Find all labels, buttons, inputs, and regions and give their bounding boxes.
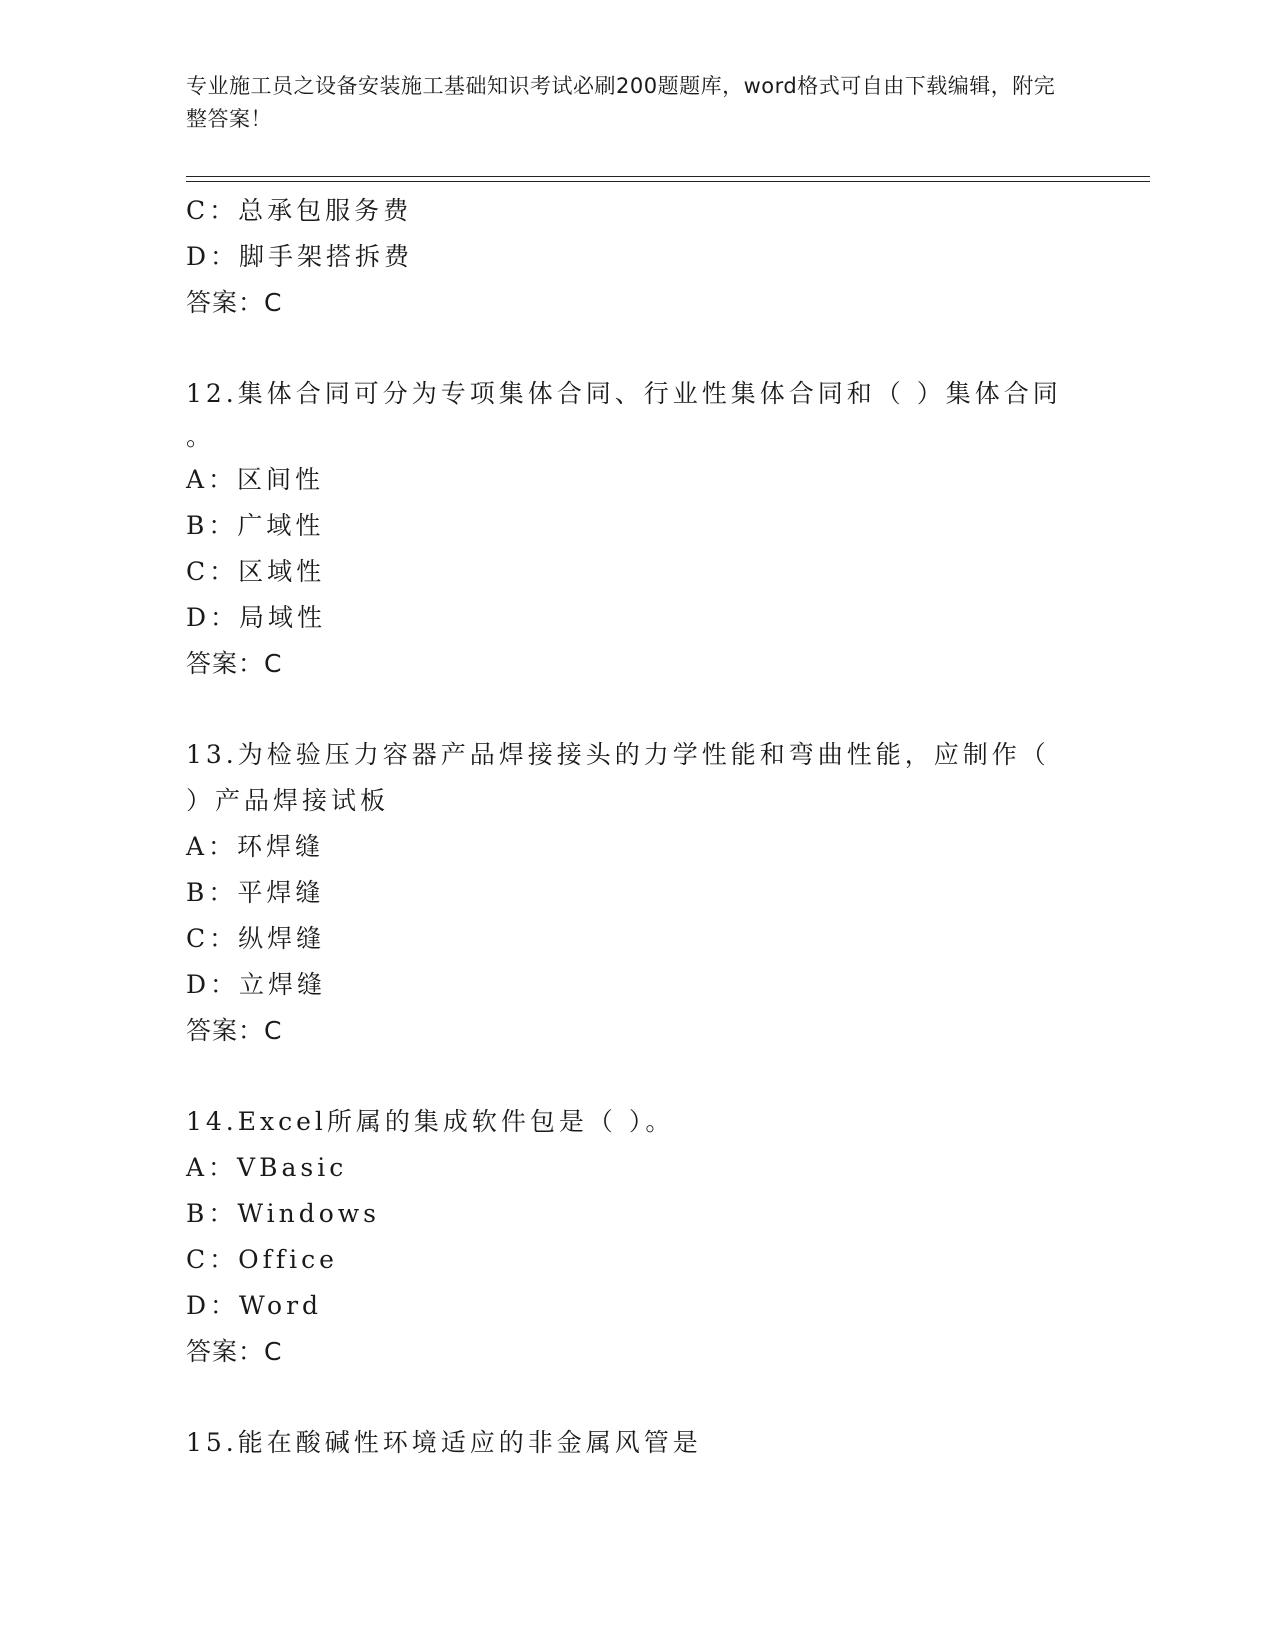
- q13-option-a: A：环焊缝: [186, 832, 325, 861]
- q13-option-b: B：平焊缝: [186, 878, 325, 907]
- q14-option-a: A：VBasic: [186, 1153, 348, 1182]
- header-rule-bottom: [186, 181, 1150, 182]
- q11-answer: 答案：C: [186, 288, 283, 317]
- q14-answer: 答案：C: [186, 1337, 283, 1366]
- q13-stem-line1: 13.为检验压力容器产品焊接接头的力学性能和弯曲性能，应制作（: [186, 740, 1050, 769]
- q13-answer: 答案：C: [186, 1016, 283, 1045]
- q12-option-a: A：区间性: [186, 465, 325, 494]
- header-rule-top: [186, 176, 1150, 177]
- q12-option-d: D：局域性: [186, 603, 327, 632]
- q12-stem-line2: 。: [186, 422, 216, 451]
- document-header-title: 专业施工员之设备安装施工基础知识考试必刷200题题库，word格式可自由下载编辑，附完整答案！: [186, 74, 1056, 131]
- q11-option-d: D：脚手架搭拆费: [186, 242, 414, 271]
- q14-option-c: C：Office: [186, 1245, 338, 1274]
- q13-option-c: C：纵焊缝: [186, 924, 326, 953]
- q12-option-b: B：广域性: [186, 511, 325, 540]
- q14-stem: 14.Excel所属的集成软件包是（ ）。: [186, 1107, 675, 1136]
- q12-answer: 答案：C: [186, 649, 283, 678]
- q11-option-c: C：总承包服务费: [186, 196, 413, 225]
- q12-stem-line1: 12.集体合同可分为专项集体合同、行业性集体合同和（ ）集体合同: [186, 379, 1062, 408]
- q13-stem-line2: ）产品焊接试板: [186, 786, 390, 815]
- q15-stem: 15.能在酸碱性环境适应的非金属风管是: [186, 1428, 702, 1457]
- q13-option-d: D：立焊缝: [186, 970, 327, 999]
- q14-option-b: B：Windows: [186, 1199, 381, 1228]
- question-list: [186, 188, 1066, 1466]
- q12-option-c: C：区域性: [186, 557, 326, 586]
- q14-option-d: D：Word: [186, 1291, 323, 1320]
